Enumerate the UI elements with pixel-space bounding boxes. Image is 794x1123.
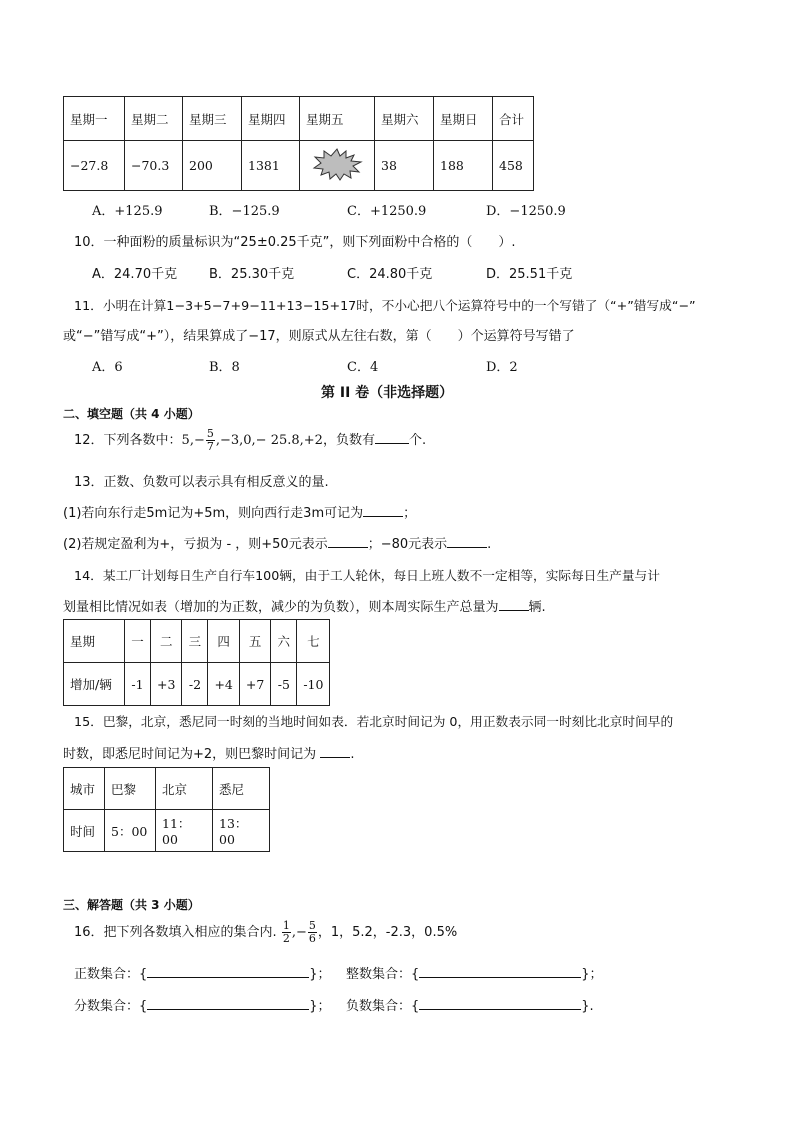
table-header-cell: 悉尼 [213, 768, 270, 810]
table-header-cell: 合计 [493, 97, 534, 141]
fraction-denominator: 6 [308, 932, 316, 945]
negative-set-label: 负数集合：{ [346, 999, 420, 1014]
table-header-cell: 星期二 [125, 97, 183, 141]
fraction-set [74, 995, 331, 1014]
table-header-cell: 巴黎 [105, 768, 156, 810]
q12-suffix-a: ，负数有 [322, 433, 375, 448]
table-header-cell: 星期日 [434, 97, 493, 141]
table-cell: −27.8 [64, 141, 125, 191]
table-cell: 458 [493, 141, 534, 191]
positive-set-label: 正数集合：{ [74, 967, 148, 982]
answer-blank[interactable] [447, 535, 487, 548]
table-cell: −70.3 [125, 141, 183, 191]
q11-option-d: D．2 [486, 360, 518, 375]
integer-set-blank[interactable] [419, 965, 581, 978]
table-cell: 增加/辆 [64, 663, 125, 706]
q14-line2-end: 辆. [528, 600, 546, 615]
q12-numbers-b: ,−3,0,− 25.8,+2 [215, 433, 323, 448]
answer-blank[interactable] [320, 745, 350, 758]
table-header-cell: 星期四 [242, 97, 300, 141]
q9-option-d: D．−1250.9 [486, 204, 566, 219]
fraction-set-label: 分数集合：{ [74, 999, 148, 1014]
table-cell: 时间 [64, 810, 105, 852]
table-cell: -10 [297, 663, 330, 706]
table-header-cell: 二 [151, 620, 182, 663]
q11-line2: 或“−”错写成“+”），结果算成了−17，则原式从左往右数，第（ ）个运算符号写错了 [63, 329, 575, 344]
answer-blank[interactable] [375, 431, 409, 444]
q10-stem: 10．一种面粉的质量标识为“25±0.25千克”，则下列面粉中合格的（ ）. [74, 235, 516, 250]
ink-blot-icon [309, 147, 365, 181]
table-cell: -2 [182, 663, 208, 706]
q13-part2-text-a: (2)若规定盈利为+，亏损为 - ，则+50元表示 [63, 537, 328, 552]
table-cell: 38 [375, 141, 434, 191]
q16-fraction-2 [308, 920, 317, 945]
q10-option-a: A．24.70千克 [92, 267, 178, 282]
q11-option-a: A．6 [92, 360, 123, 375]
q14-line1: 14．某工厂计划每日生产自行车100辆，由于工人轮休，每日上班人数不一定相等，实际每日生产量与计 [74, 568, 660, 583]
stain-cell [300, 141, 375, 191]
fraction-set-end: }； [309, 999, 331, 1014]
answer-blank[interactable] [328, 535, 368, 548]
q10-option-c: C．24.80千克 [347, 267, 433, 282]
timezone-table [63, 767, 270, 852]
table-header-cell: 五 [239, 620, 270, 663]
table-cell: +3 [151, 663, 182, 706]
solve-heading: 三、解答题（共 3 小题） [63, 898, 200, 912]
integer-set-end: }； [581, 967, 603, 982]
q15-line2 [63, 743, 354, 762]
fraction-denominator: 7 [206, 440, 214, 453]
integer-set [346, 963, 603, 982]
table-header-cell: 三 [182, 620, 208, 663]
table-cell: -1 [125, 663, 151, 706]
answer-blank[interactable] [499, 598, 529, 611]
q9-option-a: A．+125.9 [92, 204, 163, 219]
fraction-numerator: 5 [206, 427, 214, 440]
section-title: 第 II 卷（非选择题） [321, 385, 454, 401]
table-header-cell: 城市 [64, 768, 105, 810]
answer-blank[interactable] [363, 504, 403, 517]
table-header-cell: 四 [208, 620, 239, 663]
table-header-cell: 星期三 [183, 97, 242, 141]
table-cell: +7 [239, 663, 270, 706]
q16-stem [74, 920, 457, 945]
positive-set-end: }； [309, 967, 331, 982]
fraction-denominator: 2 [282, 932, 290, 945]
q12-prefix: 12．下列各数中： [74, 433, 182, 448]
q12-suffix-b: 个. [408, 433, 427, 448]
fraction-numerator: 5 [308, 919, 316, 932]
negative-set-end: }. [581, 999, 594, 1014]
table-header-cell: 七 [297, 620, 330, 663]
positive-set [74, 963, 331, 982]
q13-part1-text: (1)若向东行走5m记为+5m，则向西行走3m可记为 [63, 506, 364, 521]
table-header-cell: 星期六 [375, 97, 434, 141]
q10-option-d: D．25.51千克 [486, 267, 573, 282]
positive-set-blank[interactable] [147, 965, 309, 978]
table-cell: +4 [208, 663, 239, 706]
production-table [63, 619, 330, 706]
q14-line2-text: 划量相比情况如表（增加的为正数，减少的为负数），则本周实际生产总量为 [63, 600, 499, 615]
table-header-cell: 星期一 [64, 97, 125, 141]
q15-line1: 15．巴黎，北京，悉尼同一时刻的当地时间如表．若北京时间记为 0，用正数表示同一时刻比北京时间早的 [74, 714, 674, 729]
q16-fraction-1 [282, 920, 291, 945]
q13-part2-text-b: ；−80元表示 [367, 537, 448, 552]
q13-stem: 13．正数、负数可以表示具有相反意义的量. [74, 475, 329, 490]
fraction-set-blank[interactable] [147, 997, 309, 1010]
table-cell: 200 [183, 141, 242, 191]
q14-line2 [63, 596, 546, 615]
q16-numbers: ，1，5.2，-2.3，0.5% [317, 925, 458, 940]
table-header-cell: 星期 [64, 620, 125, 663]
fraction-numerator: 1 [282, 919, 290, 932]
fill-heading: 二、填空题（共 4 小题） [63, 407, 200, 421]
negative-set-blank[interactable] [419, 997, 581, 1010]
weekly-table [63, 96, 534, 191]
integer-set-label: 整数集合：{ [346, 967, 420, 982]
q15-line2-end: . [350, 747, 355, 762]
table-header-cell: 六 [271, 620, 297, 663]
q16-separator: ,− [291, 925, 307, 940]
q12-numbers-a: 5,− [181, 433, 205, 448]
negative-set [346, 995, 594, 1014]
q13-part1 [63, 502, 416, 521]
q11-line1: 11．小明在计算1−3+5−7+9−11+13−15+17时，不小心把八个运算符号中的一个写错了（“+”错写成“−” [74, 298, 696, 313]
table-cell: 5：00 [105, 810, 156, 852]
q15-line2-text: 时数，即悉尼时间记为+2，则巴黎时间记为 [63, 747, 317, 762]
table-cell: 1381 [242, 141, 300, 191]
table-header-cell: 一 [125, 620, 151, 663]
q9-option-b: B．−125.9 [209, 204, 280, 219]
table-header-cell: 北京 [156, 768, 213, 810]
q13-part2-end: . [487, 537, 492, 552]
table-cell: 11：00 [156, 810, 213, 852]
q13-part1-end: ； [403, 506, 417, 521]
table-header-cell: 星期五 [300, 97, 375, 141]
q9-option-c: C．+1250.9 [347, 204, 427, 219]
q12 [74, 428, 426, 453]
q11-option-c: C．4 [347, 360, 379, 375]
q13-part2 [63, 533, 491, 552]
q12-fraction [206, 428, 215, 453]
table-cell: -5 [271, 663, 297, 706]
table-cell: 13：00 [213, 810, 270, 852]
q10-option-b: B．25.30千克 [209, 267, 295, 282]
table-cell: 188 [434, 141, 493, 191]
q16-stem-text: 16．把下列各数填入相应的集合内. [74, 925, 277, 940]
q11-option-b: B．8 [209, 360, 240, 375]
